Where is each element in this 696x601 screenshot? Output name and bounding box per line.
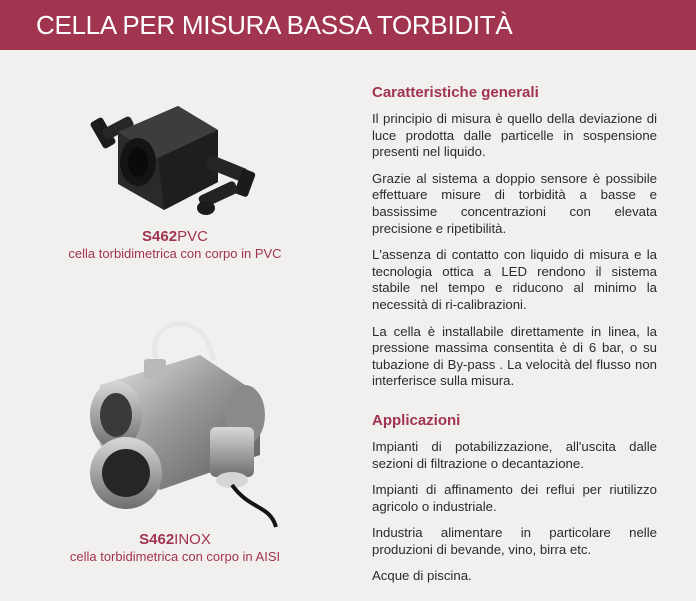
product-s462pvc: [40, 228, 310, 262]
applications-paragraph: Impianti di potabilizzazione, all'uscita dalle sezioni di filtrazione o decantazione.: [372, 438, 657, 471]
product-description: cella torbidimetrica con corpo in AISI: [69, 549, 281, 564]
product-code-suffix: PVC: [177, 228, 208, 245]
page-title: CELLA PER MISURA BASSA TORBIDITÀ: [36, 10, 513, 40]
applications-title: Applicazioni: [372, 411, 461, 429]
product-code-suffix: INOX: [174, 531, 211, 548]
features-title: Caratteristiche generali: [372, 84, 539, 101]
pvc-cell-image: [78, 92, 268, 232]
product-code-bold: S462: [139, 531, 175, 548]
features-paragraph: Il principio di misura è quello della deviazione di luce prodotta dalle particelle in sospensione presenti nel liquido.: [372, 111, 657, 160]
inox-cell-image: [80, 315, 290, 530]
product-description: cella torbidimetrica con corpo in PVC: [68, 246, 282, 261]
applications-paragraph: Industria alimentare in particolare nelle produzioni di bevande, vino, birra etc.: [372, 525, 657, 557]
content-column: [372, 84, 657, 595]
header-bar: [0, 0, 696, 50]
applications-paragraph: Impianti di affinamento dei reflui per riutilizzo agricolo o industriale.: [372, 482, 657, 514]
product-code-bold: S462: [142, 228, 178, 245]
features-paragraph: L'assenza di contatto con liquido di misura e la tecnologia ottica a LED rendono il sistema stabile nel tempo e riducono al minimo la necessità di ri-calibrazioni.: [372, 247, 657, 312]
product-code: [40, 531, 310, 549]
features-paragraph: La cella è installabile direttamente in linea, la pressione massima consentita è di 6 bar, o su tubazione di By-pass . La velocità del flusso non interferisce sulla misura.: [372, 323, 657, 389]
features-paragraph: Grazie al sistema a doppio sensore è possibile effettuare misure di torbidità a basse e bassissime concentrazioni con elevata precisione e ripetibilità.: [372, 170, 657, 236]
product-code: [40, 228, 310, 246]
applications-paragraph: Acque di piscina.: [372, 568, 472, 584]
product-s462inox: [40, 531, 310, 565]
